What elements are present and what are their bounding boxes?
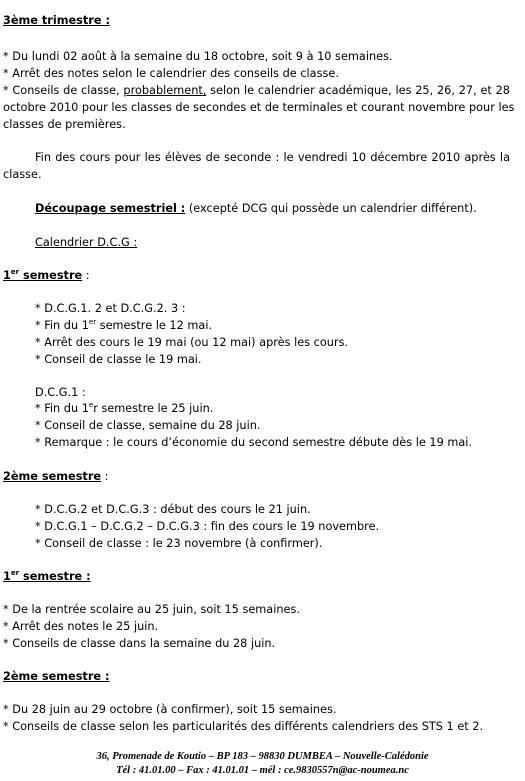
s1-g1-line-d: * Conseil de classe le 19 mai.	[35, 353, 202, 366]
footer-address: 36, Promenade de Koutio – BP 183 – 98830 DUMBEA – Nouvelle-Calédonie	[96, 751, 429, 762]
s1-g2-line-b: * Fin du 1er semestre le 25 juin.	[35, 401, 214, 415]
s1b-line-b: * Arrêt des notes le 25 juin.	[3, 620, 159, 633]
s1b-heading: 1er semestre :	[3, 569, 91, 583]
s1b-line-a: * De la rentrée scolaire au 25 juin, soit 15 semaines.	[3, 603, 300, 616]
s1b-line-c: * Conseils de classe dans la semaine du 28 juin.	[3, 637, 276, 650]
fin-cours-line-2: classe.	[3, 168, 42, 181]
decoupage-label: Découpage semestriel :	[35, 202, 186, 215]
footer-contact: Tél : 41.01.00 – Fax : 41.01.01 – mél : ce.9830557n@ac-noumea.nc	[116, 765, 409, 776]
s1-g2-line-d: * Remarque : le cours d’économie du second semestre débute dès le 19 mai.	[35, 436, 473, 449]
fin-cours-line-1: Fin des cours pour les élèves de seconde : le vendredi 10 décembre 2010 après la	[35, 151, 510, 164]
calendrier-dcg-heading: Calendrier D.C.G :	[35, 236, 138, 249]
s2-line-a: * D.C.G.2 et D.C.G.3 : début des cours le 21 juin.	[35, 503, 311, 516]
third-trimester-heading: 3ème trimestre :	[3, 14, 110, 27]
s1-heading: 1er semestre :	[3, 268, 90, 282]
decoupage-line: Découpage semestriel : (excepté DCG qui possède un calendrier différent).	[35, 202, 477, 215]
s2b-heading: 2ème semestre :	[3, 670, 110, 683]
s1-g2-line-a: D.C.G.1 :	[35, 386, 86, 399]
t3-line-5: classes de premières.	[3, 118, 126, 131]
s1-g2-line-c: * Conseil de classe, semaine du 28 juin.	[35, 419, 261, 432]
t3-line-4: octobre 2010 pour les classes de secondes et de terminales et courant novembre pour les	[3, 101, 515, 114]
s2b-line-b: * Conseils de classe selon les particularités des différents calendriers des STS 1 et 2.	[3, 720, 484, 733]
s2b-line-a: * Du 28 juin au 29 octobre (à confirmer), soit 15 semaines.	[3, 703, 337, 716]
s2-heading: 2ème semestre :	[3, 470, 109, 483]
probablement-word: probablement,	[123, 84, 207, 97]
t3-line-3: * Conseils de classe, probablement, selon le calendrier académique, les 25, 26, 27, et 28	[3, 84, 510, 97]
s1-g1-line-b: * Fin du 1er semestre le 12 mai.	[35, 318, 213, 332]
s1-g1-line-c: * Arrêt des cours le 19 mai (ou 12 mai) après les cours.	[35, 336, 349, 349]
t3-line-2: * Arrêt des notes selon le calendrier des conseils de classe.	[3, 67, 339, 80]
s2-line-c: * Conseil de classe : le 23 novembre (à confirmer).	[35, 537, 323, 550]
s1-g1-line-a: * D.C.G.1. 2 et D.C.G.2. 3 :	[35, 302, 186, 315]
s2-line-b: * D.C.G.1 – D.C.G.2 – D.C.G.3 : fin des cours le 19 novembre.	[35, 520, 380, 533]
t3-line-1: * Du lundi 02 août à la semaine du 18 octobre, soit 9 à 10 semaines.	[3, 50, 393, 63]
